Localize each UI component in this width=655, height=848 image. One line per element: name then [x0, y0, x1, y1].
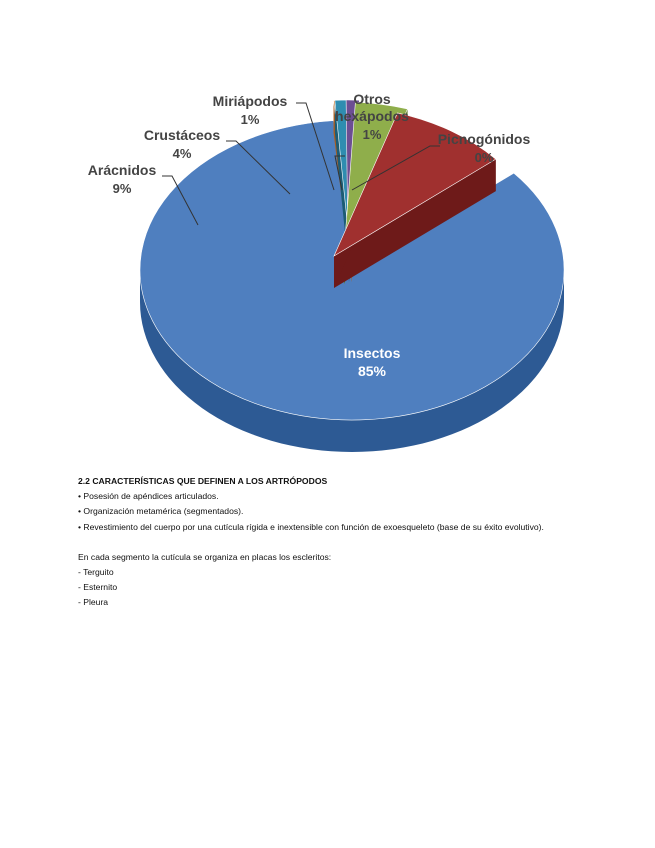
- slice-value-arácnidos: 9%: [112, 181, 132, 196]
- slice-value-picnogónidos: 0%: [474, 150, 494, 165]
- bullet-item: • Posesión de apéndices articulados.: [78, 491, 219, 502]
- bullet-item: • Revestimiento del cuerpo por una cutícula rígida e inextensible con función de exoesqueleto (base de su éxito evolutivo).: [78, 521, 544, 532]
- list-item: - Pleura: [78, 597, 109, 608]
- list-item: - Esternito: [78, 582, 118, 593]
- section-heading: 2.2 CARACTERÍSTICAS QUE DEFINEN A LOS ARTRÓPODOS: [78, 476, 328, 486]
- slice-value-insectos: 85%: [357, 363, 387, 379]
- slice-label-otros-hexápodos: hexápodos: [335, 108, 409, 124]
- document-body: [78, 474, 576, 611]
- list-item: - Terguito: [78, 567, 114, 578]
- slice-label-otros-hexápodos: Otros: [353, 91, 391, 107]
- bullet-item: • Organización metamérica (segmentados).: [78, 506, 244, 517]
- slice-value-crustáceos: 4%: [172, 146, 192, 161]
- pie-slices: [140, 100, 564, 452]
- slice-label-insectos: Insectos: [343, 345, 401, 361]
- slice-value-otros-hexápodos: 1%: [362, 127, 382, 142]
- paragraph-text: En cada segmento la cutícula se organiza en placas los escleritos:: [78, 551, 332, 562]
- spacer: [78, 535, 576, 550]
- slice-label-miriápodos: Miriápodos: [212, 93, 288, 109]
- slice-label-picnogónidos: Picnogónidos: [437, 131, 531, 147]
- slice-label-crustáceos: Crustáceos: [143, 127, 221, 143]
- slice-value-miriápodos: 1%: [240, 112, 260, 127]
- slice-label-arácnidos: Arácnidos: [87, 162, 157, 178]
